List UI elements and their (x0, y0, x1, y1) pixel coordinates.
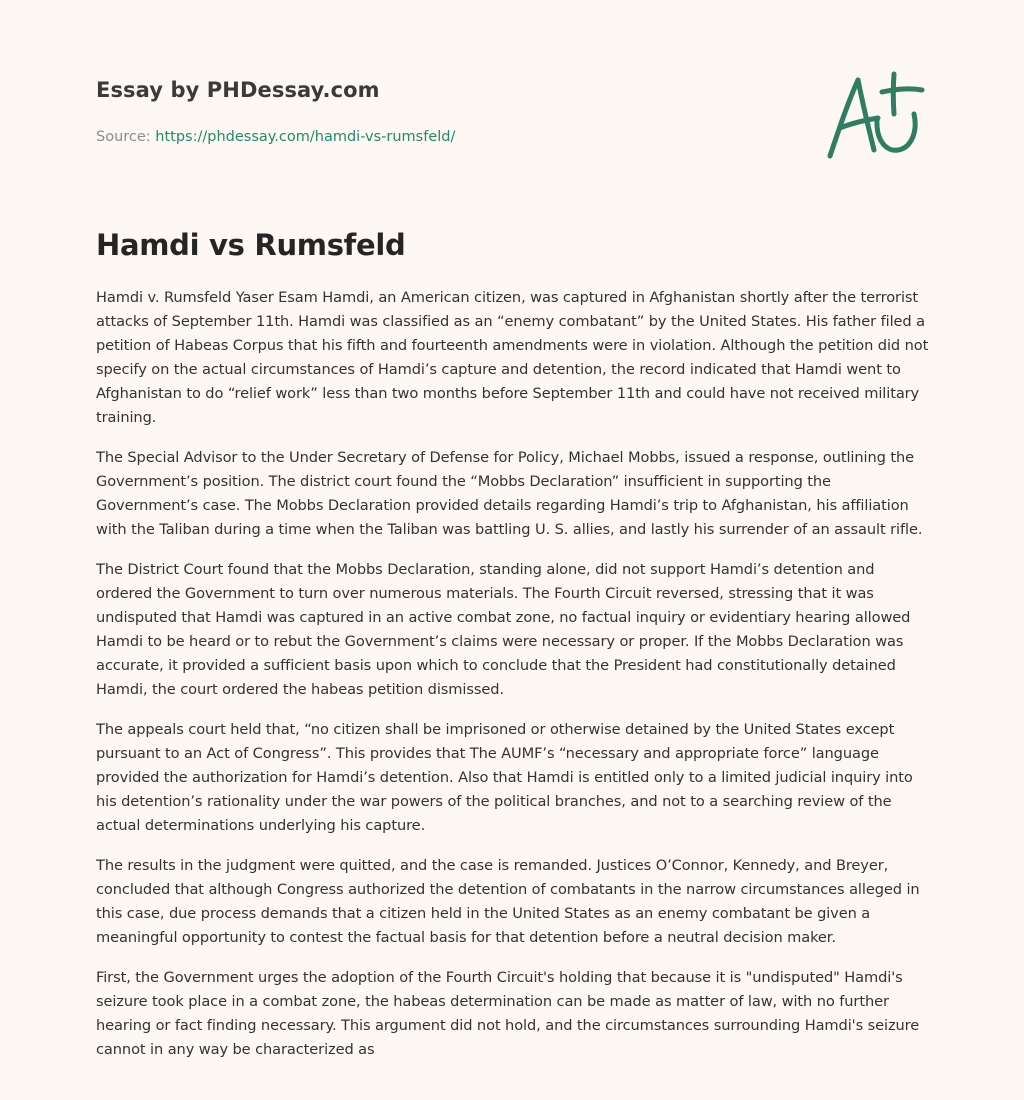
a-plus-logo-icon (822, 68, 928, 164)
essay-title: Hamdi vs Rumsfeld (96, 228, 406, 262)
source-label: Source: (96, 129, 151, 145)
essay-paragraph: Hamdi v. Rumsfeld Yaser Esam Hamdi, an American citizen, was captured in Afghanistan shortly after the terrorist attacks of September 11th. Hamdi was classified as an “enemy combatant” by the United States. His father filed a petition of Habeas Corpus that his fifth and fourteenth amendments were in violation. Although the petition did not specify on the actual circumstances of Hamdi’s capture and detention, the record indicated that Hamdi went to Afghanistan to do “relief work” less than two months before September 11th and could have not received military training. (96, 289, 929, 426)
essay-paragraph: The Special Advisor to the Under Secretary of Defense for Policy, Michael Mobbs, issued a response, outlining the Government’s position. The district court found the “Mobbs Declaration” insufficient in supporting the Government’s case. The Mobbs Declaration provided details regarding Hamdi’s trip to Afghanistan, his affiliation with the Taliban during a time when the Taliban was battling U. S. allies, and lastly his surrender of an assault rifle. (96, 449, 923, 538)
page-header (96, 74, 716, 147)
essay-paragraph: First, the Government urges the adoption of the Fourth Circuit's holding that because it is "undisputed" Hamdi's seizure took place in a combat zone, the habeas determination can be made as matter of law, with no further hearing or fact finding necessary. This argument did not hold, and the circumstances surrounding Hamdi's seizure cannot in any way be characterized as (96, 969, 920, 1058)
site-brand: Essay by PHDessay.com (96, 78, 380, 102)
source-link[interactable]: https://phdessay.com/hamdi-vs-rumsfeld/ (155, 129, 456, 145)
essay-paragraph: The results in the judgment were quitted, and the case is remanded. Justices O’Connor, Kennedy, and Breyer, concluded that although Congress authorized the detention of combatants in the narrow circumstances alleged in this case, due process demands that a citizen held in the United States as an enemy combatant be given a meaningful opportunity to contest the factual basis for that detention before a neutral decision maker. (96, 857, 920, 946)
essay-body (96, 286, 930, 1078)
essay-paragraph: The appeals court held that, “no citizen shall be imprisoned or otherwise detained by the United States except pursuant to an Act of Congress”. This provides that The AUMF’s “necessary and appropriate force” language provided the authorization for Hamdi’s detention. Also that Hamdi is entitled only to a limited judicial inquiry into his detention’s rationality under the war powers of the political branches, and not to a searching review of the actual determinations underlying his capture. (96, 721, 913, 834)
essay-paragraph: The District Court found that the Mobbs Declaration, standing alone, did not support Hamdi’s detention and ordered the Government to turn over numerous materials. The Fourth Circuit reversed, stressing that it was undisputed that Hamdi was captured in an active combat zone, no factual inquiry or evidentiary hearing allowed Hamdi to be heard or to rebut the Government’s claims were necessary or proper. If the Mobbs Declaration was accurate, it provided a sufficient basis upon which to conclude that the President had constitutionally detained Hamdi, the court ordered the habeas petition dismissed. (96, 561, 911, 698)
source-line (96, 127, 716, 147)
